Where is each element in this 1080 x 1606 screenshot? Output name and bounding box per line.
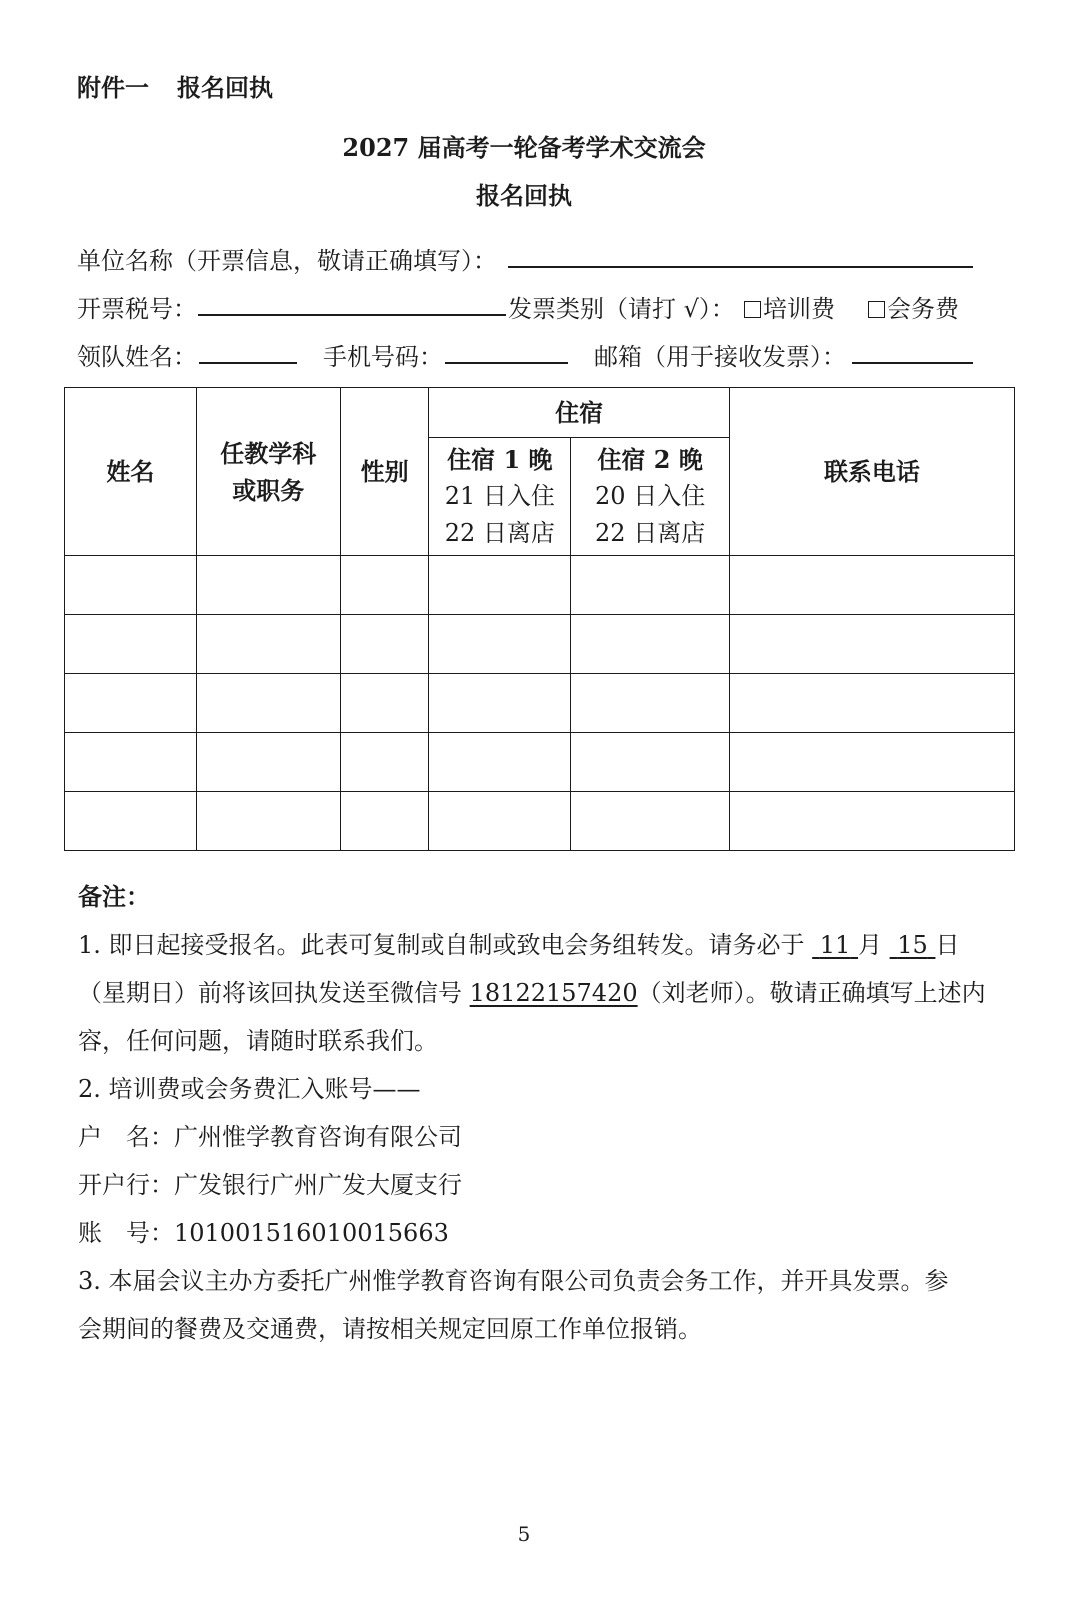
cell-phone[interactable] (729, 556, 1014, 615)
tax-no-field[interactable] (198, 314, 506, 316)
note-1-line1 (78, 925, 959, 960)
bank-name: 广发银行广州广发大厦支行 (174, 1171, 462, 1199)
account-name-label: 户 名： (78, 1123, 174, 1151)
header-subject-line2: 或职务 (232, 475, 305, 505)
notes-heading: 备注： (78, 882, 150, 911)
note-1-text-c: （刘老师）。敬请正确填写上述内 (637, 979, 986, 1007)
registration-table (64, 387, 1015, 851)
lodging-1-checkout: 22 日离店 (444, 519, 555, 547)
email-field[interactable] (852, 362, 973, 364)
lodging-1-title: 住宿 1 晚 (447, 445, 553, 474)
header-subject (196, 388, 340, 556)
checkbox-icon[interactable] (744, 301, 761, 318)
invoice-option-conference-label: 会务费 (887, 295, 959, 323)
attachment-header (77, 68, 273, 103)
cell-lodging-2[interactable] (571, 556, 730, 615)
account-name-line (78, 1117, 462, 1152)
note-1-month-unit: 月 (857, 931, 890, 959)
unit-name-label: 单位名称（开票信息，敬请正确填写）： (77, 247, 497, 275)
cell-lodging-2[interactable] (571, 674, 730, 733)
phone-field[interactable] (445, 362, 568, 364)
cell-name[interactable] (65, 674, 197, 733)
note-1-text-b: （星期日）前将该回执发送至微信号 (78, 979, 470, 1007)
header-lodging-2 (571, 438, 730, 556)
header-gender: 性别 (340, 388, 429, 556)
lodging-2-title: 住宿 2 晚 (597, 445, 703, 474)
invoice-option-training-label: 培训费 (763, 295, 835, 323)
leader-label: 领队姓名： (77, 343, 197, 371)
note-1-line3: 容，任何问题，请随时联系我们。 (78, 1027, 438, 1055)
table-row (65, 556, 1015, 615)
lodging-2-checkin: 20 日入住 (595, 482, 706, 510)
checkbox-icon[interactable] (868, 301, 885, 318)
table-header-row (65, 388, 1015, 438)
cell-subject[interactable] (196, 556, 340, 615)
cell-gender[interactable] (340, 792, 429, 851)
cell-phone[interactable] (729, 674, 1014, 733)
account-no-line (78, 1213, 449, 1248)
cell-gender[interactable] (340, 615, 429, 674)
note-1-line2 (78, 973, 986, 1008)
cell-subject[interactable] (196, 615, 340, 674)
cell-name[interactable] (65, 556, 197, 615)
note-1-month (812, 931, 858, 959)
invoice-option-training[interactable] (744, 289, 835, 324)
note-1-day (890, 931, 936, 959)
cell-phone[interactable] (729, 792, 1014, 851)
cell-gender[interactable] (340, 733, 429, 792)
table-row (65, 674, 1015, 733)
header-subject-line1: 任教学科 (220, 438, 317, 468)
invoice-type-label: 发票类别（请打 √）： (508, 295, 735, 323)
cell-lodging-2[interactable] (571, 615, 730, 674)
cell-lodging-1[interactable] (429, 615, 571, 674)
header-lodging: 住宿 (429, 388, 730, 438)
note-3-line2: 会期间的餐费及交通费，请按相关规定回原工作单位报销。 (78, 1315, 702, 1343)
attachment-label: 附件一 (77, 73, 149, 102)
cell-subject[interactable] (196, 792, 340, 851)
bank-label: 开户行： (78, 1171, 174, 1199)
cell-name[interactable] (65, 733, 197, 792)
header-phone: 联系电话 (729, 388, 1014, 556)
cell-gender[interactable] (340, 556, 429, 615)
wechat-id: 18122157420 (469, 979, 638, 1007)
table-row (65, 615, 1015, 674)
attachment-title: 报名回执 (177, 73, 273, 102)
bank-line (78, 1165, 462, 1200)
event-title: 2027 届高考一轮备考学术交流会 (342, 133, 706, 162)
cell-lodging-1[interactable] (429, 674, 571, 733)
note-2: 2. 培训费或会务费汇入账号—— (78, 1075, 421, 1103)
table-row (65, 733, 1015, 792)
header-lodging-1 (429, 438, 571, 556)
cell-lodging-2[interactable] (571, 792, 730, 851)
lodging-1-checkin: 21 日入住 (444, 482, 555, 510)
header-name: 姓名 (65, 388, 197, 556)
page-number: 5 (517, 1522, 531, 1546)
phone-label: 手机号码： (323, 343, 443, 371)
note-1-text-a: 1. 即日起接受报名。此表可复制或自制或致电会务组转发。请务必于 (78, 931, 813, 959)
cell-lodging-2[interactable] (571, 733, 730, 792)
cell-subject[interactable] (196, 733, 340, 792)
cell-subject[interactable] (196, 674, 340, 733)
unit-name-field[interactable] (508, 266, 973, 268)
note-1-day-unit: 日 (935, 931, 960, 959)
account-no-label: 账 号： (78, 1219, 174, 1247)
email-label: 邮箱（用于接收发票）： (594, 343, 846, 371)
cell-gender[interactable] (340, 674, 429, 733)
deadline-month: 11 (819, 931, 851, 959)
cell-lodging-1[interactable] (429, 792, 571, 851)
tax-no-label: 开票税号： (77, 295, 197, 323)
cell-name[interactable] (65, 615, 197, 674)
cell-phone[interactable] (729, 733, 1014, 792)
cell-lodging-1[interactable] (429, 733, 571, 792)
cell-name[interactable] (65, 792, 197, 851)
cell-phone[interactable] (729, 615, 1014, 674)
lodging-2-checkout: 22 日离店 (595, 519, 706, 547)
account-no: 101001516010015663 (174, 1219, 449, 1247)
table-row (65, 792, 1015, 851)
cell-lodging-1[interactable] (429, 556, 571, 615)
leader-field[interactable] (199, 362, 297, 364)
invoice-option-conference[interactable] (868, 289, 959, 324)
form-title: 报名回执 (476, 181, 572, 210)
account-name: 广州惟学教育咨询有限公司 (174, 1123, 462, 1151)
deadline-day: 15 (897, 931, 928, 959)
note-3-line1: 3. 本届会议主办方委托广州惟学教育咨询有限公司负责会务工作，并开具发票。参 (78, 1267, 949, 1295)
